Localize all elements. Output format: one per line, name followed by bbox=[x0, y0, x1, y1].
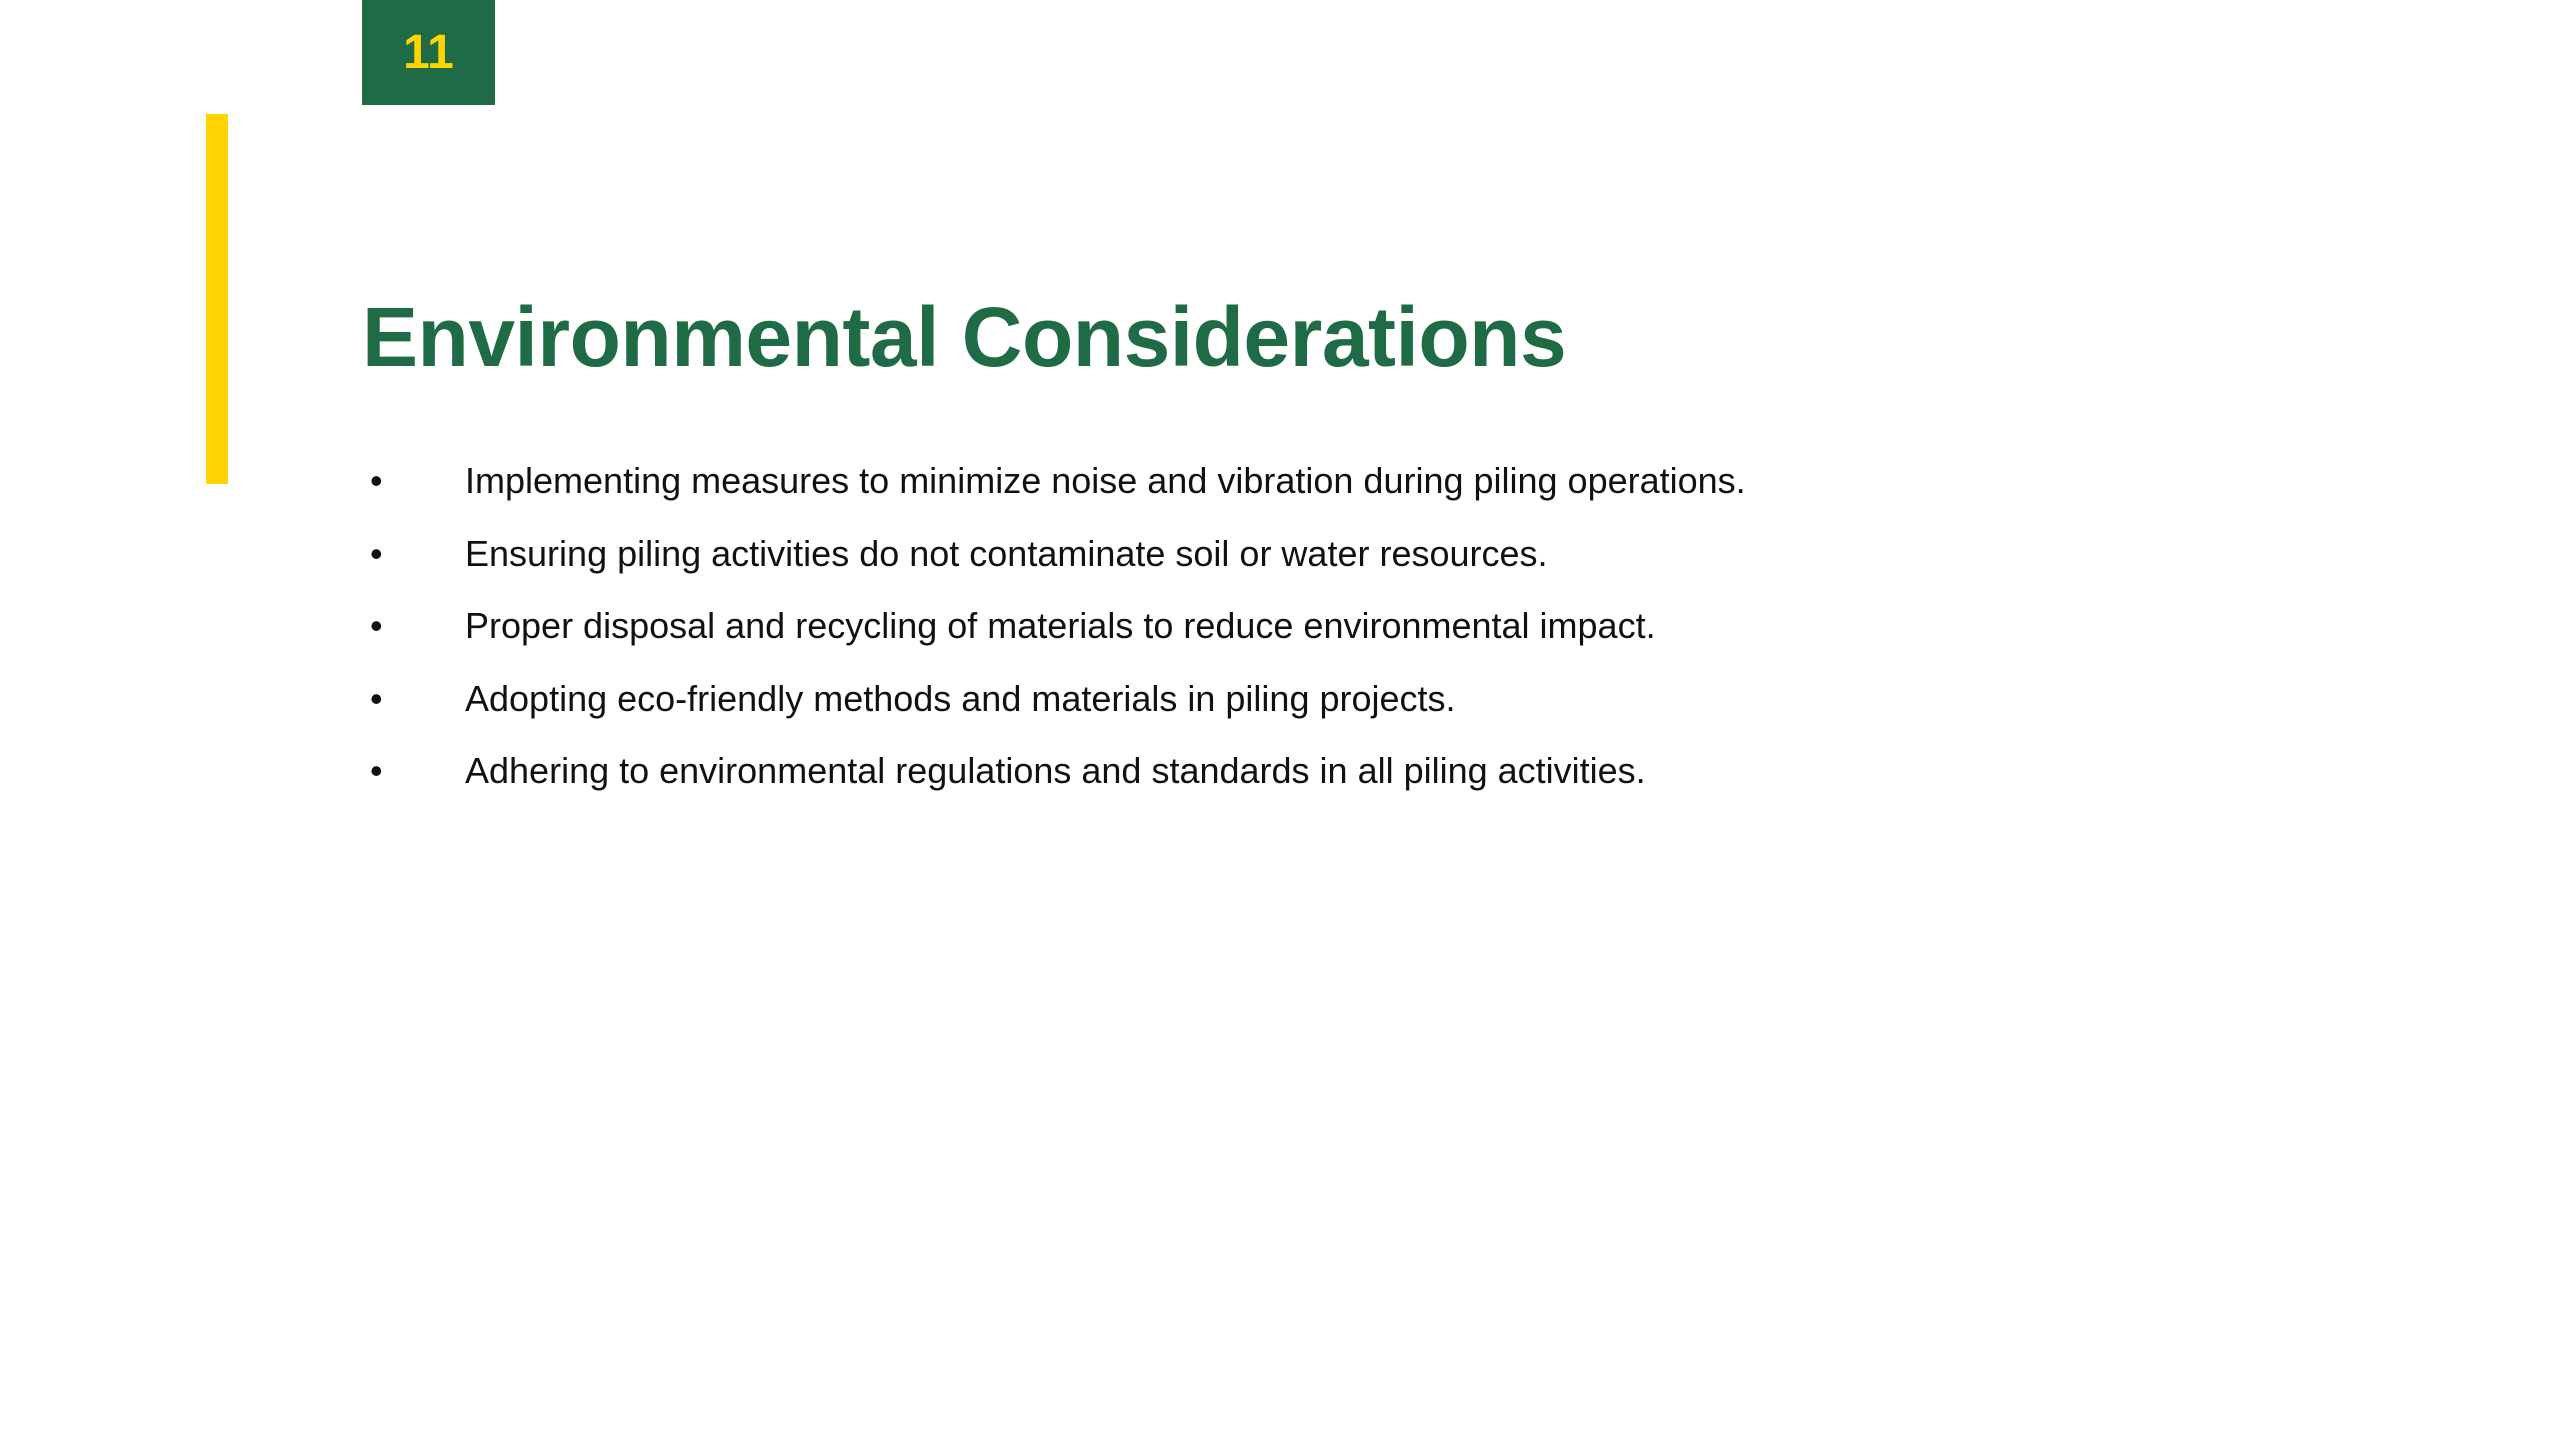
list-item-text: Ensuring piling activities do not contaminate soil or water resources. bbox=[465, 532, 1548, 574]
accent-bar bbox=[206, 114, 228, 484]
list-item-text: Adhering to environmental regulations and standards in all piling activities. bbox=[465, 750, 1646, 791]
page-number-badge bbox=[362, 0, 495, 105]
list-item-text: Implementing measures to minimize noise and vibration during piling operations. bbox=[465, 460, 1746, 501]
page-number: 11 bbox=[403, 26, 454, 79]
bullet-icon: • bbox=[370, 460, 383, 501]
list-item-text: Proper disposal and recycling of materials to reduce environmental impact. bbox=[465, 605, 1656, 646]
list-item bbox=[362, 605, 2262, 678]
list-item-text: Adopting eco-friendly methods and materials in piling projects. bbox=[465, 677, 1456, 719]
bullet-icon: • bbox=[370, 605, 383, 646]
bullet-icon: • bbox=[370, 677, 383, 719]
slide-title: Environmental Considerations bbox=[362, 290, 1567, 384]
bullet-icon: • bbox=[370, 750, 383, 791]
bullet-icon: • bbox=[370, 532, 383, 574]
list-item bbox=[362, 533, 2262, 606]
list-item bbox=[362, 460, 2262, 533]
bullet-list bbox=[362, 460, 2262, 823]
list-item bbox=[362, 750, 2262, 823]
list-item bbox=[362, 678, 2262, 751]
